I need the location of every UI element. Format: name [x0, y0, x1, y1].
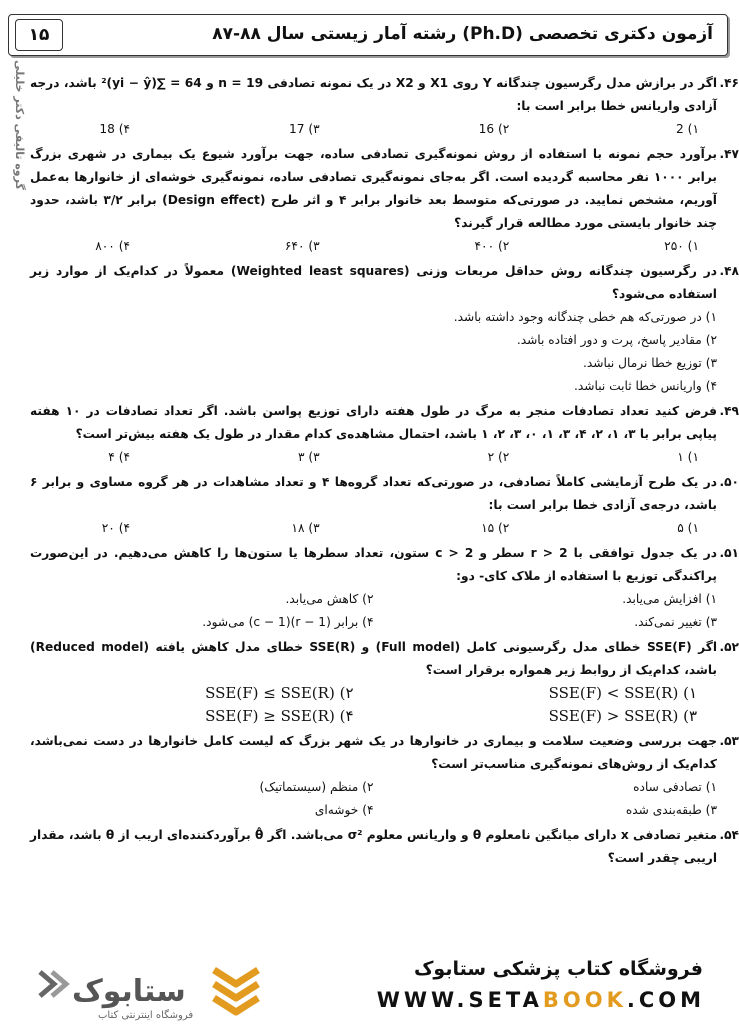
question-54 [30, 824, 739, 870]
option-1[interactable]: ۱) در صورتی‌که هم خطی چندگانه وجود داشته باشد. [453, 310, 717, 324]
questions-section [30, 72, 739, 872]
question-text: اگر SSE(F) خطای مدل رگرسیونی کامل (Full model) و SSE(R) خطای مدل کاهش یافته (Reduced model) باشد، کدام‌یک از روابط زیر همواره برقرار است؟ [30, 640, 718, 677]
option-1[interactable]: ۱) SSE(F) < SSE(R) [548, 684, 697, 702]
options-row [30, 118, 717, 141]
option-3[interactable]: ۳) SSE(F) > SSE(R) [548, 707, 697, 725]
question-48 [30, 260, 739, 398]
option-3[interactable]: ۳) 17 [288, 122, 320, 136]
question-51 [30, 542, 739, 634]
option-4[interactable]: ۴) ۴ [108, 450, 131, 464]
option-3[interactable]: ۳) تغییر نمی‌کند. [634, 615, 717, 629]
question-50 [30, 471, 739, 540]
options-row [30, 235, 717, 258]
option-2[interactable]: ۲) SSE(F) ≤ SSE(R) [205, 684, 354, 702]
question-text: جهت بررسی وضعیت سلامت و بیماری در خانوارها در یک شهر بزرگ که لیست کامل خانوارها در دست نمی‌باشد، کدام‌یک از روش‌های نمونه‌گیری مناسب‌تر است؟ [30, 734, 717, 771]
question-number: ۵۲. [719, 640, 739, 654]
setabook-logo[interactable] [34, 960, 204, 1021]
question-number: ۵۳. [719, 734, 739, 748]
option-3[interactable]: ۳) توزیع خطا نرمال نباشد. [583, 356, 717, 370]
option-1[interactable]: ۱) ۱ [677, 450, 699, 464]
options-grid [30, 776, 717, 822]
question-text: برآورد حجم نمونه با استفاده از روش نمونه‌گیری تصادفی ساده، جهت برآورد شیوع یک بیماری در شهری بزرگ برابر ۱۰۰۰ نفر محاسبه گردیده است. اگر به‌جای نمونه‌گیری تصادفی ساده، نمونه‌گیری خوشه‌ای از خانوارها به‌عمل آوریم، مشخص نمایید. در صورتی‌که متوسط بعد خانوار برابر ۴ و اثر طرح (Design effect) برابر ۳/۲ باشد، حدود چند خانوار بایستی مورد مطالعه قرار گیرند؟ [30, 147, 717, 230]
store-name: فروشگاه کتاب پزشکی ستابوک [413, 958, 703, 980]
question-52 [30, 636, 739, 728]
page-number: ۱۵ [15, 19, 63, 51]
option-4[interactable]: ۴) ۸۰۰ [95, 239, 131, 253]
url-highlight: BOOK [542, 988, 627, 1012]
url-suffix: .COM [626, 988, 705, 1012]
logo-subtitle: فروشگاه اینترنتی کتاب [98, 1010, 194, 1021]
option-4[interactable]: ۴) خوشه‌ای [314, 803, 374, 817]
question-46 [30, 72, 739, 141]
exam-title: آزمون دکتری تخصصی (Ph.D) رشته آمار زیستی سال ۸۸-۸۷ [212, 24, 713, 44]
question-number: ۵۴. [719, 828, 739, 842]
option-2[interactable]: ۲) مقادیر پاسخ، پرت و دور افتاده باشد. [516, 333, 717, 347]
logo-mark-icon [34, 964, 74, 1004]
question-text: متغیر تصادفی x دارای میانگین نامعلوم θ و واریانس معلوم σ² می‌باشد. اگر θ̂ برآوردکننده‌ای اریب از θ باشد، مقدار اریبی چقدر است؟ [30, 828, 718, 865]
question-text: در یک طرح آزمایشی کاملاً تصادفی، در صورتی‌که تعداد گروه‌ها ۴ و تعداد مشاهدات در هر گروه مساوی و برابر ۶ باشد، درجه‌ی آزادی خطا برابر است با: [30, 475, 718, 512]
option-2[interactable]: ۲) ۲ [487, 450, 510, 464]
footer-banner [0, 948, 739, 1024]
option-2[interactable]: ۲) 16 [478, 122, 510, 136]
option-4[interactable]: ۴) ۲۰ [101, 521, 131, 535]
chevron-logo-icon [208, 960, 264, 1016]
question-number: ۴۹. [719, 404, 739, 418]
question-text: فرض کنید تعداد تصادفات منجر به مرگ در طول هفته دارای توزیع پواسن باشد. اگر تعداد تصادفات در ۱۰ هفته پیاپی برابر با ۳، ۱، ۲، ۴، ۳، ۱، ۰، ۳، ۲، ۱ باشد، احتمال مشاهده‌ی کدام مقدار در طول یک هفته بیش‌تر است؟ [30, 404, 717, 441]
store-url[interactable] [377, 988, 705, 1012]
question-number: ۵۱. [719, 546, 739, 560]
question-53 [30, 730, 739, 822]
option-1[interactable]: ۱) 2 [676, 122, 699, 136]
options-list [30, 306, 717, 398]
question-text: در یک جدول توافقی با r > 2 سطر و c > 2 ستون، تعداد سطرها یا ستون‌ها را کاهش می‌دهیم. در این‌صورت پراکندگی توزیع با استفاده از ملاک کای- دو: [30, 546, 717, 583]
watermark-text: گروه تالیفی دکتر خلیلی [13, 60, 26, 190]
options-grid [30, 588, 717, 634]
page-header [8, 14, 728, 56]
question-number: ۴۸. [719, 264, 739, 278]
option-3[interactable]: ۳) طبقه‌بندی شده [625, 803, 717, 817]
logo-text: ستابوک [72, 974, 186, 1009]
option-2[interactable]: ۲) ۴۰۰ [474, 239, 510, 253]
question-text: اگر در برازش مدل رگرسیون چندگانه Y روی X1 و X2 در یک نمونه تصادفی n = 19 و 64 = ∑(yi − ŷ)² باشد، درجه آزادی واریانس خطا برابر است با: [30, 76, 718, 113]
option-4[interactable]: ۴) SSE(F) ≥ SSE(R) [205, 707, 354, 725]
question-49 [30, 400, 739, 469]
option-1[interactable]: ۱) ۵ [677, 521, 699, 535]
question-number: ۵۰. [719, 475, 739, 489]
url-prefix: WWW.SETA [376, 988, 543, 1012]
option-2[interactable]: ۲) کاهش می‌یابد. [285, 592, 374, 606]
option-3[interactable]: ۳) ۳ [297, 450, 320, 464]
option-4[interactable]: ۴) 18 [99, 122, 131, 136]
option-3[interactable]: ۳) ۶۴۰ [284, 239, 320, 253]
question-47 [30, 143, 739, 258]
option-4[interactable]: ۴) برابر (r − 1)(c − 1) می‌شود. [202, 615, 374, 629]
options-row [30, 446, 717, 469]
option-1[interactable]: ۱) ۲۵۰ [664, 239, 699, 253]
options-grid [30, 682, 717, 728]
option-1[interactable]: ۱) تصادفی ساده [633, 780, 717, 794]
question-number: ۴۷. [719, 147, 739, 161]
options-row [30, 517, 717, 540]
question-text: در رگرسیون چندگانه روش حداقل مربعات وزنی (Weighted least squares) معمولاً در کدام‌یک از موارد زیر استفاده می‌شود؟ [30, 264, 718, 301]
question-number: ۴۶. [719, 76, 739, 90]
option-2[interactable]: ۲) منظم (سیستماتیک) [259, 780, 374, 794]
option-2[interactable]: ۲) ۱۵ [481, 521, 510, 535]
option-3[interactable]: ۳) ۱۸ [291, 521, 320, 535]
option-4[interactable]: ۴) واریانس خطا ثابت نباشد. [574, 379, 717, 393]
option-1[interactable]: ۱) افزایش می‌یابد. [622, 592, 717, 606]
